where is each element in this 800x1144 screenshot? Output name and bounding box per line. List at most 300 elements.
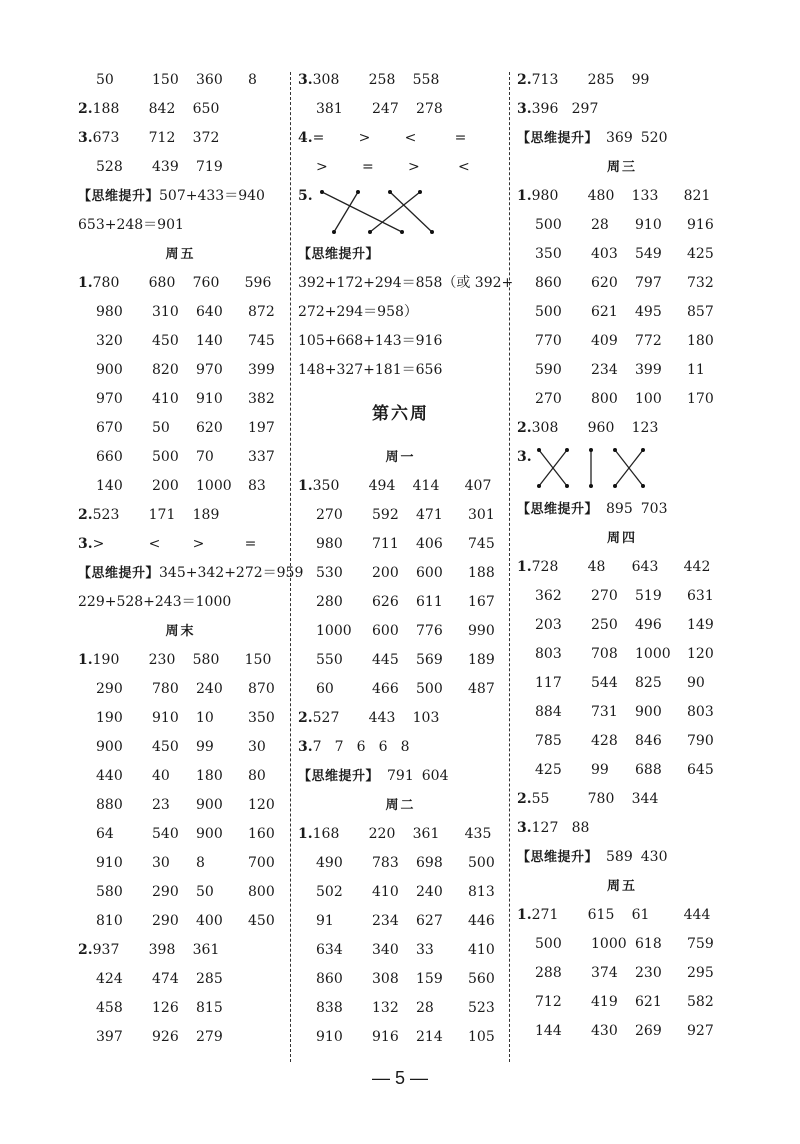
- answer-value: 403: [591, 246, 618, 262]
- answer-value: 825: [635, 675, 662, 691]
- answer-value: 443: [368, 710, 396, 726]
- answer-value: 600: [416, 565, 443, 581]
- question-number: 3.: [517, 449, 532, 465]
- answer-value: 350: [535, 246, 562, 262]
- answer-value: 980: [316, 536, 343, 552]
- answer-value: 719: [196, 159, 223, 175]
- answer-row: [78, 530, 283, 559]
- answer-column-1: [78, 66, 304, 1052]
- answer-value: 780: [152, 681, 179, 697]
- question-number: 3.: [298, 72, 313, 88]
- answer-value: 910: [152, 710, 179, 726]
- answer-value: 631: [687, 588, 714, 604]
- answer-value: 900: [635, 704, 662, 720]
- answer-value: 308: [372, 971, 399, 987]
- answer-value: 410: [152, 391, 179, 407]
- answer-value: 240: [416, 884, 443, 900]
- answer-row: [78, 936, 283, 965]
- answer-value: 214: [416, 1029, 443, 1045]
- answer-value: 698: [416, 855, 443, 871]
- answer-row: [298, 588, 503, 617]
- answer-row: [517, 582, 727, 611]
- answer-value: 495: [635, 304, 662, 320]
- day-title-wednesday: 周三: [606, 160, 637, 175]
- answer-row: [298, 646, 503, 675]
- question-number: 1.: [517, 559, 532, 575]
- answer-value: 523: [92, 507, 120, 523]
- answer-value: =: [312, 130, 325, 146]
- answer-value: 269: [635, 1023, 662, 1039]
- thinking-answer: 604: [421, 768, 449, 784]
- answer-row: [78, 414, 283, 443]
- answer-value: 580: [192, 652, 220, 668]
- answer-value: 620: [591, 275, 618, 291]
- answer-value: 99: [591, 762, 609, 778]
- answer-value: 560: [468, 971, 495, 987]
- question-number: 2.: [517, 72, 532, 88]
- answer-value: >: [192, 536, 205, 552]
- answer-value: 884: [535, 704, 562, 720]
- answer-value: 474: [152, 971, 179, 987]
- answer-value: 500: [535, 304, 562, 320]
- answer-row: [78, 356, 283, 385]
- answer-value: 785: [535, 733, 562, 749]
- answer-value: 728: [531, 559, 559, 575]
- answer-row: [517, 698, 727, 727]
- answer-value: 414: [412, 478, 440, 494]
- answer-value: 846: [635, 733, 662, 749]
- answer-value: 188: [468, 565, 495, 581]
- answer-value: 760: [192, 275, 220, 291]
- answer-value: 445: [372, 652, 399, 668]
- thinking-answer: 653+248＝901: [78, 217, 184, 233]
- answer-value: 285: [587, 72, 615, 88]
- answer-row: [517, 95, 727, 124]
- answer-value: 626: [372, 594, 399, 610]
- match-dot: [332, 230, 336, 234]
- answer-value: 99: [631, 72, 650, 88]
- answer-value: 708: [591, 646, 618, 662]
- answer-row: [517, 727, 727, 756]
- answer-value: 150: [152, 72, 179, 88]
- answer-value: 310: [152, 304, 179, 320]
- answer-value: 500: [535, 217, 562, 233]
- answer-column-3: [517, 66, 727, 1046]
- answer-value: 8: [196, 855, 205, 871]
- answer-value: 278: [416, 101, 443, 117]
- answer-value: 731: [591, 704, 618, 720]
- answer-value: 872: [248, 304, 275, 320]
- answer-value: 50: [196, 884, 214, 900]
- answer-value: 308: [312, 72, 340, 88]
- answer-value: 374: [591, 965, 618, 981]
- answer-value: 70: [196, 449, 214, 465]
- answer-value: 745: [468, 536, 495, 552]
- question-number: 3.: [517, 820, 532, 836]
- answer-value: 500: [152, 449, 179, 465]
- answer-value: 297: [571, 101, 599, 117]
- answer-value: 381: [316, 101, 343, 117]
- answer-value: 7: [312, 739, 322, 755]
- answer-value: 860: [535, 275, 562, 291]
- answer-value: 410: [372, 884, 399, 900]
- match-dot: [589, 484, 593, 488]
- match-dot: [537, 448, 541, 452]
- answer-value: 234: [372, 913, 399, 929]
- answer-value: 7: [334, 739, 344, 755]
- answer-value: 350: [248, 710, 275, 726]
- answer-value: 776: [416, 623, 443, 639]
- match-dot: [388, 190, 392, 194]
- match-dot: [641, 448, 645, 452]
- thinking-line: [78, 211, 283, 240]
- match-dot: [589, 448, 593, 452]
- thinking-answer: 791: [387, 768, 414, 784]
- match-dot: [356, 190, 360, 194]
- day-title-friday: 周五: [165, 247, 196, 262]
- answer-row: [78, 675, 283, 704]
- answer-value: 926: [152, 1029, 179, 1045]
- answer-row: [298, 994, 503, 1023]
- answer-value: 900: [96, 362, 123, 378]
- answer-value: 91: [316, 913, 334, 929]
- answer-value: 910: [196, 391, 223, 407]
- thinking-line: [298, 356, 503, 385]
- match-dot: [641, 484, 645, 488]
- answer-value: 382: [248, 391, 275, 407]
- answer-value: 810: [96, 913, 123, 929]
- answer-value: 435: [464, 826, 492, 842]
- answer-value: 780: [587, 791, 615, 807]
- answer-value: 120: [687, 646, 714, 662]
- answer-value: 149: [687, 617, 714, 633]
- question-number: 1.: [78, 275, 93, 291]
- thinking-answer: 369: [606, 130, 633, 146]
- answer-value: 430: [591, 1023, 618, 1039]
- answer-value: 399: [635, 362, 662, 378]
- answer-value: 410: [468, 942, 495, 958]
- answer-row: [78, 994, 283, 1023]
- answer-value: 645: [687, 762, 714, 778]
- answer-value: 200: [372, 565, 399, 581]
- answer-value: 487: [468, 681, 495, 697]
- answer-value: 611: [416, 594, 443, 610]
- answer-value: 290: [96, 681, 123, 697]
- answer-value: 618: [635, 936, 662, 952]
- match-dot: [613, 448, 617, 452]
- answer-row: [78, 733, 283, 762]
- answer-row: [517, 901, 727, 930]
- answer-value: >: [92, 536, 105, 552]
- answer-value: 61: [631, 907, 650, 923]
- answer-row: [517, 930, 727, 959]
- day-title-monday: 周一: [385, 450, 416, 465]
- answer-value: 396: [531, 101, 559, 117]
- answer-value: =: [244, 536, 257, 552]
- answer-row: [298, 153, 503, 182]
- question-number: 3.: [298, 739, 313, 755]
- matching-lines-figure: [312, 186, 442, 242]
- answer-value: 428: [591, 733, 618, 749]
- answer-value: 450: [152, 739, 179, 755]
- answer-value: 159: [416, 971, 443, 987]
- answer-value: 490: [316, 855, 343, 871]
- answer-value: 361: [192, 942, 220, 958]
- thinking-label: 【思维提升】: [517, 850, 599, 865]
- answer-row: [517, 988, 727, 1017]
- thinking-answer: 507+433＝940: [159, 188, 265, 204]
- answer-value: 458: [96, 1000, 123, 1016]
- answer-value: 189: [468, 652, 495, 668]
- thinking-label: 【思维提升】: [78, 566, 160, 581]
- answer-value: 640: [196, 304, 223, 320]
- answer-value: 960: [587, 420, 615, 436]
- answer-row: [78, 791, 283, 820]
- answer-value: 144: [535, 1023, 562, 1039]
- answer-value: 288: [535, 965, 562, 981]
- answer-value: =: [362, 159, 374, 175]
- answer-value: 797: [635, 275, 662, 291]
- answer-row: [298, 907, 503, 936]
- answer-row: [78, 298, 283, 327]
- answer-value: 592: [372, 507, 399, 523]
- thinking-label: 【思维提升】: [78, 189, 160, 204]
- answer-value: 203: [535, 617, 562, 633]
- answer-value: 712: [535, 994, 562, 1010]
- answer-value: 103: [412, 710, 440, 726]
- thinking-answer: 272+294＝958）: [298, 304, 418, 320]
- answer-value: 80: [248, 768, 266, 784]
- match-dot: [368, 230, 372, 234]
- answer-row: [78, 327, 283, 356]
- question-number: 2.: [298, 710, 313, 726]
- answer-value: 160: [248, 826, 275, 842]
- answer-row: [517, 959, 727, 988]
- answer-row: [298, 617, 503, 646]
- answer-row: [78, 907, 283, 936]
- answer-value: 399: [248, 362, 275, 378]
- match-dot: [400, 230, 404, 234]
- answer-value: 230: [148, 652, 176, 668]
- answer-value: 783: [372, 855, 399, 871]
- answer-row: [298, 66, 503, 95]
- answer-value: 590: [535, 362, 562, 378]
- thinking-line: [298, 269, 514, 298]
- day-title-thursday: 周四: [606, 531, 637, 546]
- thinking-section: [517, 495, 727, 524]
- answer-row: [517, 298, 727, 327]
- question-number: 1.: [517, 907, 532, 923]
- answer-value: 569: [416, 652, 443, 668]
- answer-value: 582: [687, 994, 714, 1010]
- question-number: 3.: [517, 101, 532, 117]
- question-number: 2.: [78, 101, 93, 117]
- answer-value: 857: [687, 304, 714, 320]
- thinking-label: 【思维提升】: [298, 769, 380, 784]
- answer-value: 600: [372, 623, 399, 639]
- answer-value: 234: [591, 362, 618, 378]
- answer-value: 528: [96, 159, 123, 175]
- answer-value: 140: [196, 333, 223, 349]
- answer-value: 494: [368, 478, 396, 494]
- answer-value: 250: [591, 617, 618, 633]
- answer-value: <: [148, 536, 161, 552]
- answer-value: 643: [631, 559, 659, 575]
- answer-value: 910: [316, 1029, 343, 1045]
- answer-value: 127: [531, 820, 559, 836]
- answer-value: 970: [96, 391, 123, 407]
- thinking-answer: 105+668+143＝916: [298, 333, 443, 349]
- answer-value: 90: [687, 675, 705, 691]
- answer-value: 188: [92, 101, 120, 117]
- answer-value: 100: [635, 391, 662, 407]
- answer-value: 6: [356, 739, 366, 755]
- thinking-section: [517, 124, 727, 153]
- answer-value: 732: [687, 275, 714, 291]
- thinking-label: 【思维提升】: [298, 247, 380, 262]
- answer-value: 800: [591, 391, 618, 407]
- answer-row: [517, 756, 727, 785]
- answer-value: 800: [248, 884, 275, 900]
- answer-value: 927: [687, 1023, 714, 1039]
- match-dot: [418, 190, 422, 194]
- answer-value: 466: [372, 681, 399, 697]
- thinking-line: [298, 298, 503, 327]
- answer-value: 170: [687, 391, 714, 407]
- question-number: 5.: [298, 188, 313, 204]
- answer-value: 372: [192, 130, 220, 146]
- thinking-answer: 392+172+294＝858（或 392+: [298, 275, 514, 291]
- answer-value: 650: [192, 101, 220, 117]
- answer-row: [517, 182, 727, 211]
- answer-value: 200: [152, 478, 179, 494]
- page-number: — 5 —: [371, 1068, 428, 1088]
- answer-value: 50: [96, 72, 114, 88]
- question-number: 1.: [78, 652, 93, 668]
- answer-value: 842: [148, 101, 176, 117]
- answer-row: [298, 704, 503, 733]
- answer-value: 424: [96, 971, 123, 987]
- match-dot: [613, 484, 617, 488]
- answer-value: 50: [152, 420, 170, 436]
- answer-value: 30: [152, 855, 170, 871]
- answer-column-2: [298, 66, 514, 1052]
- answer-value: 140: [96, 478, 123, 494]
- answer-value: 496: [635, 617, 662, 633]
- matching-line: [322, 192, 402, 232]
- answer-row: [298, 675, 503, 704]
- answer-value: 409: [591, 333, 618, 349]
- answer-value: 285: [196, 971, 223, 987]
- answer-value: 397: [96, 1029, 123, 1045]
- answer-value: 471: [416, 507, 443, 523]
- question-number: 1.: [298, 478, 313, 494]
- answer-value: 916: [687, 217, 714, 233]
- answer-row: [298, 820, 503, 849]
- answer-row: [517, 356, 727, 385]
- answer-value: 11: [687, 362, 705, 378]
- answer-value: 279: [196, 1029, 223, 1045]
- answer-value: 150: [244, 652, 272, 668]
- answer-value: 83: [248, 478, 266, 494]
- answer-value: 803: [687, 704, 714, 720]
- answer-value: 270: [591, 588, 618, 604]
- answer-row: [298, 936, 503, 965]
- answer-value: 439: [152, 159, 179, 175]
- question-number: 4.: [298, 130, 313, 146]
- thinking-section: [78, 559, 304, 588]
- answer-value: 440: [96, 768, 123, 784]
- thinking-label: 【思维提升】: [517, 131, 599, 146]
- thinking-section: [517, 843, 727, 872]
- answer-row: [78, 124, 283, 153]
- answer-row: [298, 559, 503, 588]
- answer-value: 419: [591, 994, 618, 1010]
- question-number: 1.: [517, 188, 532, 204]
- day-title-weekend: 周末: [165, 624, 196, 639]
- answer-row: [517, 211, 727, 240]
- answer-value: =: [454, 130, 467, 146]
- answer-value: 337: [248, 449, 275, 465]
- answer-row: [78, 443, 283, 472]
- answer-value: 550: [316, 652, 343, 668]
- answer-value: 549: [635, 246, 662, 262]
- answer-row: [298, 95, 503, 124]
- answer-value: 621: [635, 994, 662, 1010]
- thinking-line: [78, 588, 283, 617]
- answer-value: 444: [683, 907, 711, 923]
- week-title: 第六周: [372, 404, 429, 424]
- answer-row: [78, 849, 283, 878]
- answer-value: 30: [248, 739, 266, 755]
- answer-value: 712: [148, 130, 176, 146]
- answer-value: 711: [372, 536, 399, 552]
- answer-row: [298, 878, 503, 907]
- answer-row: [78, 762, 283, 791]
- answer-value: 189: [192, 507, 220, 523]
- thinking-answer: 229+528+243＝1000: [78, 594, 232, 610]
- answer-value: 1000: [635, 646, 671, 662]
- answer-value: 500: [468, 855, 495, 871]
- answer-value: 815: [196, 1000, 223, 1016]
- answer-row: [78, 95, 283, 124]
- answer-value: 88: [571, 820, 590, 836]
- answer-value: 838: [316, 1000, 343, 1016]
- answer-row: [78, 965, 283, 994]
- answer-value: 670: [96, 420, 123, 436]
- answer-value: 247: [372, 101, 399, 117]
- answer-row: [78, 66, 283, 95]
- thinking-answer: 895: [606, 501, 633, 517]
- answer-value: 126: [152, 1000, 179, 1016]
- answer-value: 673: [92, 130, 120, 146]
- answer-value: 519: [635, 588, 662, 604]
- answer-value: 407: [464, 478, 492, 494]
- answer-row: [298, 530, 503, 559]
- thinking-answer: 520: [640, 130, 668, 146]
- match-dot: [565, 448, 569, 452]
- answer-value: 308: [531, 420, 559, 436]
- answer-value: 290: [152, 884, 179, 900]
- answer-row: [298, 472, 503, 501]
- thinking-section: [298, 762, 503, 791]
- answer-value: 133: [631, 188, 659, 204]
- answer-value: 780: [92, 275, 120, 291]
- thinking-line: [298, 327, 503, 356]
- answer-value: 916: [372, 1029, 399, 1045]
- answer-value: 620: [196, 420, 223, 436]
- question-number: 1.: [298, 826, 313, 842]
